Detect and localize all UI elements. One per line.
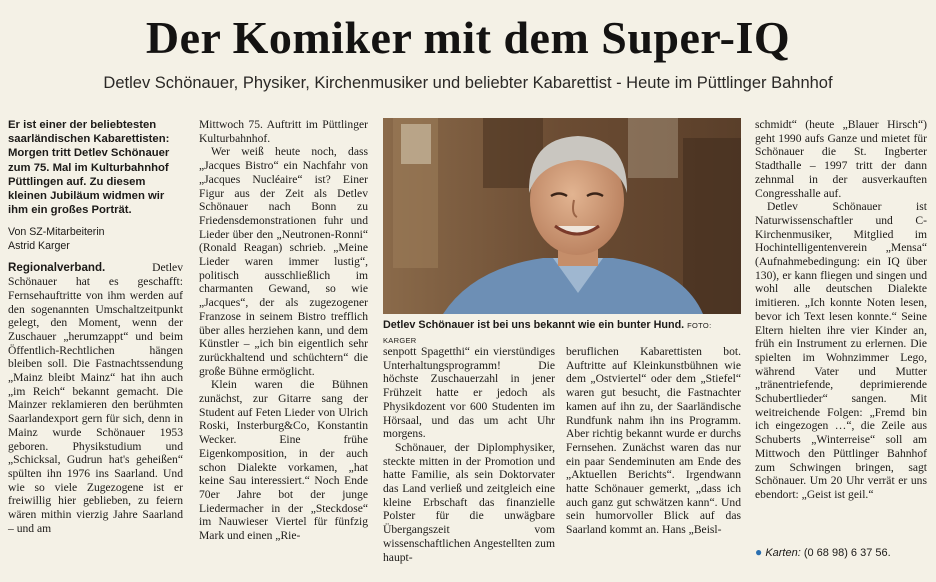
subheadline: Detlev Schönauer, Physiker, Kirchenmusiker und beliebter Kabarettist - Heute im Püttlinger Bahnhof: [103, 74, 833, 92]
body-paragraph: schmidt“ (heute „Blauer Hirsch“) geht 1990 aufs Ganze und mietet für Schönauer die St. Ingberter Stadthalle – 1997 tritt der dann zehnmal in der ausverkauften Congresshalle auf.: [755, 118, 927, 200]
contact-phone: (0 68 98) 6 37 56.: [803, 547, 891, 559]
dateline: Regionalverband.: [8, 261, 106, 275]
column-4: [566, 345, 741, 537]
caption-text: Detlev Schönauer ist bei uns bekannt wie ein bunter Hund.: [383, 319, 685, 331]
portrait-photo: [383, 118, 741, 314]
column-1: [8, 118, 183, 535]
body-paragraph: Mittwoch 75. Auftritt im Püttlinger Kulturbahnhof.: [199, 118, 368, 145]
body-paragraph: Wer weiß heute noch, dass „Jacques Bistro“ ein Nachfahr von „Jacques Nucléaire“ ist? Einer Figur aus der Zeit als Detlev Schönauer nach Bonn zu Friedensdemonstrationen fuhr und Lieder über den „Neutronen-Ronni“ (Ronald Reagan) schrieb. „Meine Lieder waren immer lustig“, politisch ausschließlich im charmanten Gewand, so wie „Jacques“, der als zugezogener Franzose in seinem Bistro trefflich über alles herziehen kann, und dem Künstler – „ich bin eigentlich sehr zurückhaltend und schüchtern“ die große Bühne ermöglicht.: [199, 145, 368, 378]
photo-credit: FOTO: KARGER: [383, 321, 712, 345]
body-paragraph: Schönauer, der Diplomphysiker, steckte mitten in der Promotion und hatte Familie, als sein Doktorvater das Land verließ und zeitgleich eine kleine Erbschaft das finanzielle Polster für die unwägbare Übergangszeit vom wissenschaftlichen Angestellten zum haupt-: [383, 440, 555, 564]
contact-label: Karten:: [765, 547, 801, 559]
lead-paragraph: Er ist einer der beliebtesten saarländischen Kabarettisten: Morgen tritt Detlev Schönauer zum 75. Mal im Kulturbahnhof Püttlingen auf. Zu diesem kleinen Jubiläum widmen wir ihm ein großes Porträt.: [8, 119, 170, 217]
column-5: [755, 118, 927, 502]
body-paragraph: Klein waren die Bühnen zunächst, zur Gitarre sang der Student auf Feten Lieder von Ulrich Roski, Insterburg&Co, Konstantin Wecker. Eine frühe Eigenkomposition, in der auch schon Dialekte vorkamen, „hat keine Sau interessiert.“ Noch Ende 70er Jahre bot der junge Liedermacher in der „Steckdose“ im Nauwieser Viertel für fünfzig Mark und einen „Rie-: [199, 378, 368, 543]
photo-caption: [383, 318, 741, 348]
author-byline: [8, 225, 183, 253]
ticket-contact: [755, 545, 927, 559]
headline: Der Komiker mit dem Super-IQ: [145, 12, 791, 63]
column-2: [199, 118, 368, 543]
author-name: Astrid Karger: [8, 240, 70, 253]
author-line-1: Von SZ-Mitarbeiterin: [8, 226, 105, 239]
body-text: Detlev Schönauer hat es geschafft: Fernsehauftritte von ihm werden auf den sogenannten Umschaltzeitpunkt gelegt, den Moment, wenn der Zuschauer „herumzappt“ und beim Öffentlich-Rechtlichen hängen bleiben soll. Die Fastnachtssendung „Mainz bleibt Mainz“ hat ihn auch „im Reich“ bekannt gemacht. Die Mainzer reklamieren den berühmten Saarlandexport gern für sich, denn in Mainz wurde Schönauer 1953 geboren. Physikstudium und „Schicksal, Gudrun hat's geheißen“ spülten ihn 1976 ins Saarland. Und wie so viele Zugezogene ist er freiwillig hier geblieben, zu feiern wären mithin vierzig Jahre Saarland – und am: [8, 261, 183, 535]
bullet-dot-icon: ●: [755, 545, 763, 559]
column-3: [383, 345, 555, 564]
portrait-photo-illustration: [383, 118, 741, 314]
body-paragraph: [8, 261, 183, 535]
body-paragraph: senpott Spagetthi“ ein vierstündiges Unterhaltungsprogramm! Die höchste Zuschauerzahl in jener Frühzeit hatte er jedoch als Physikdozent vor 600 Studenten im Hörsaal, und das um acht Uhr morgens.: [383, 345, 555, 441]
body-paragraph: Detlev Schönauer ist Naturwissenschaftler und C-Kirchenmusiker, Mitglied im Hochintelligentenverein „Mensa“ (Aufnahmebedingung: ein IQ über 130), er kann fliegen und singen und wohl alle deutschen Dialekte imitieren. „Ich konnte Noten lesen, bevor ich Text lesen konnte.“ Seine Eltern hielten ihre vier Kinder an, früh ein Instrument zu erlernen. Die spielten im Wohnzimmer Lego, während Vater und Mutter „tränentriefende, deprimierende Schubertlieder“ sangen. Mit weitreichende Folgen: „Fremd bin ich eingezogen …“, die Zeile aus Schuberts „Winterreise“ soll am Mittwoch den Püttlinger Bahnhof zum Schwingen bringen, sagt Schönauer. Um 20 Uhr verrät er uns ebendort: „Geist ist geil.“: [755, 200, 927, 501]
body-paragraph: beruflichen Kabarettisten bot. Auftritte auf Kleinkunstbühnen wie dem „Ostviertel“ oder dem „Stiefel“ waren gut besucht, die Fastnachter kamen auf ihn zu, der Saarländische Rundfunk nahm ihn ins Programm. Aber richtig bekannt wurde er durchs Fernsehen. Zunächst waren das nur ein paar Sendeminuten am Ende des „Aktuellen Berichts“. Irgendwann hatte Schönauer gemerkt, „dass ich auch ganz gut schwätzen kann“. Und sein humorvoller Blick auf das Saarland kommt an. Hans „Beisl-: [566, 345, 741, 537]
